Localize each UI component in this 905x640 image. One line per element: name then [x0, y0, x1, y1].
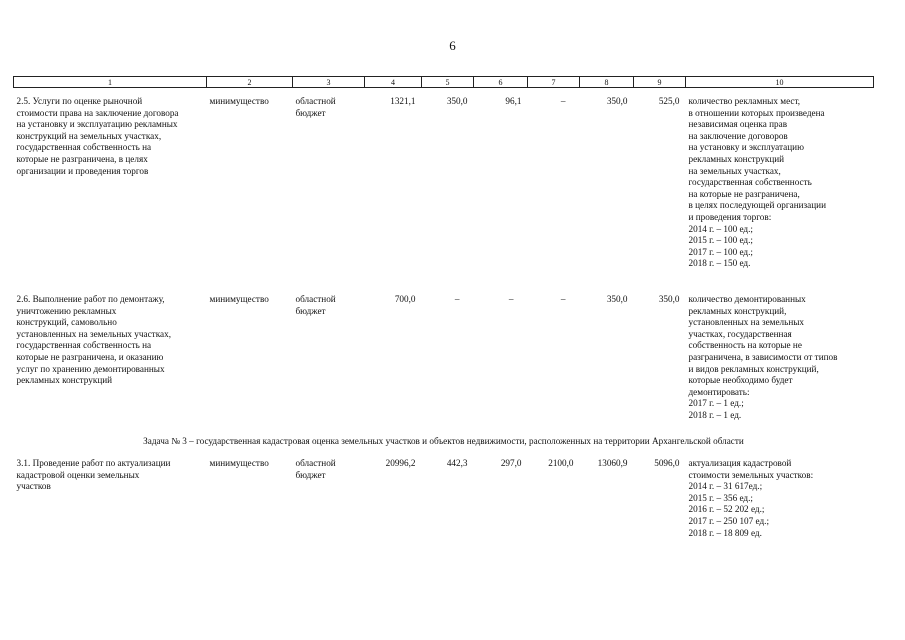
value-2016-cell: 2100,0 [548, 458, 574, 468]
text-line: на заключение договоров [688, 130, 788, 141]
source-cell [293, 96, 365, 294]
text-line: стоимости земельных участков: [688, 469, 814, 480]
header-cell-4: 4 [365, 77, 422, 88]
value-2016-cell: – [560, 96, 566, 106]
value-2017-cell: 350,0 [606, 96, 628, 106]
value-2015-cell: – [508, 294, 514, 304]
value-total-cell: 20996,2 [385, 458, 416, 468]
text-line: на которые не разграничена, [688, 188, 800, 199]
page-number: 6 [449, 38, 456, 53]
text-line: 3.1. Проведение работ по актуализации [16, 458, 171, 468]
text-line: областной [295, 96, 336, 106]
executor-cell: минимущество [209, 458, 269, 468]
value-2017-cell: 350,0 [606, 294, 628, 304]
text-line: 2018 г. – 18 809 ед. [688, 527, 762, 538]
text-line: 2018 г. – 150 ед. [688, 258, 751, 269]
measure-name-cell [14, 458, 207, 558]
program-table [13, 76, 874, 558]
text-line: и видов рекламных конструкций, [688, 363, 819, 374]
text-line: количество демонтированных [688, 294, 806, 304]
text-line: конструкций на земельных участках, [16, 130, 162, 141]
value-2015-cell: 297,0 [500, 458, 522, 468]
text-line: в целях последующей организации [688, 200, 827, 211]
spacer-cell [14, 88, 874, 97]
text-line: кадастровой оценки земельных [16, 469, 140, 480]
header-cell-5: 5 [422, 77, 474, 88]
text-line: 2018 г. – 1 ед. [688, 409, 742, 420]
value-2018-cell: 525,0 [658, 96, 680, 106]
header-cell-6: 6 [474, 77, 528, 88]
header-cell-2: 2 [207, 77, 293, 88]
header-cell-9: 9 [634, 77, 686, 88]
value-2014-cell: 442,3 [446, 458, 468, 468]
task-heading-row [14, 434, 874, 458]
text-line: 2.6. Выполнение работ по демонтажу, [16, 294, 165, 304]
text-line: государственная собственность на [16, 142, 152, 153]
text-line: 2014 г. – 100 ед.; [688, 223, 753, 234]
text-line: на установку и эксплуатацию [688, 142, 804, 153]
text-line: рекламных конструкций [16, 375, 113, 386]
value-total-cell: 700,0 [394, 294, 416, 304]
text-line: участках, государственная [688, 328, 792, 339]
text-line: организации и проведения торгов [16, 165, 149, 176]
table-row [14, 96, 874, 294]
text-line: 2016 г. – 52 202 ед.; [688, 504, 765, 515]
text-line: государственная собственность на [16, 340, 152, 351]
value-2014-cell: 350,0 [446, 96, 468, 106]
text-line: собственность на которые не [688, 340, 802, 351]
indicator-cell [686, 294, 874, 434]
text-line: рекламных конструкций [688, 153, 785, 164]
value-2018-cell: 5096,0 [654, 458, 680, 468]
value-2014-cell: – [454, 294, 460, 304]
table-row [14, 458, 874, 558]
text-line: услуг по хранению демонтированных [16, 363, 165, 374]
header-cell-8: 8 [580, 77, 634, 88]
text-line: 2.5. Услуги по оценке рыночной [16, 96, 143, 106]
text-line: уничтожению рекламных [16, 305, 117, 316]
text-line: 2017 г. – 1 ед.; [688, 398, 744, 409]
executor-cell: минимущество [209, 294, 269, 304]
text-line: демонтировать: [688, 386, 750, 397]
text-line: 2014 г. – 31 617ед.; [688, 481, 763, 492]
header-row [14, 77, 874, 88]
text-line: 2015 г. – 356 ед.; [688, 492, 753, 503]
program-table-container [13, 76, 873, 558]
value-2018-cell: 350,0 [658, 294, 680, 304]
text-line: на земельных участках, [688, 165, 781, 176]
measure-name-cell [14, 294, 207, 434]
value-2016-cell: – [560, 294, 566, 304]
text-line: которые необходимо будет [688, 375, 793, 386]
text-line: 2017 г. – 250 107 ед.; [688, 515, 770, 526]
value-2015-cell: 96,1 [505, 96, 522, 106]
measure-name-cell [14, 96, 207, 294]
value-total-cell: 1321,1 [390, 96, 416, 106]
text-line: 2015 г. – 100 ед.; [688, 235, 753, 246]
header-cell-1: 1 [14, 77, 207, 88]
text-line: которые не разграничена, и оказанию [16, 351, 164, 362]
header-cell-7: 7 [528, 77, 580, 88]
header-cell-10: 10 [686, 77, 874, 88]
source-cell [293, 294, 365, 434]
table-row [14, 294, 874, 434]
spacer-row [14, 88, 874, 97]
text-line: государственная собственность [688, 177, 812, 188]
text-line: бюджет [295, 469, 326, 480]
text-line: стоимости права на заключение договора [16, 107, 179, 118]
text-line: установленных на земельных [688, 317, 805, 328]
value-2017-cell: 13060,9 [597, 458, 628, 468]
table-header [14, 77, 874, 88]
text-line: участков [16, 481, 51, 492]
text-line: бюджет [295, 107, 326, 118]
text-line: установленных на земельных участках, [16, 328, 171, 339]
text-line: количество рекламных мест, [688, 96, 801, 106]
text-line: независимая оценка прав [688, 119, 788, 130]
text-line: 2017 г. – 100 ед.; [688, 246, 753, 257]
text-line: разграничена, в зависимости от типов [688, 351, 838, 362]
header-cell-3: 3 [293, 77, 365, 88]
text-line: которые не разграничена, в целях [16, 153, 148, 164]
text-line: областной [295, 458, 336, 468]
text-line: и проведения торгов: [688, 211, 772, 222]
indicator-cell [686, 96, 874, 294]
text-line: областной [295, 294, 336, 304]
text-line: рекламных конструкций, [688, 305, 787, 316]
task-heading: Задача № 3 – государственная кадастровая оценка земельных участков и объектов недвижимости, расположенных на территории Архангельской области [143, 436, 744, 446]
source-cell [293, 458, 365, 558]
indicator-cell [686, 458, 874, 558]
executor-cell: минимущество [209, 96, 269, 106]
text-line: конструкций, самовольно [16, 317, 117, 328]
text-line: актуализация кадастровой [688, 458, 792, 468]
text-line: бюджет [295, 305, 326, 316]
text-line: на установку и эксплуатацию рекламных [16, 119, 178, 130]
text-line: в отношении которых произведена [688, 107, 825, 118]
